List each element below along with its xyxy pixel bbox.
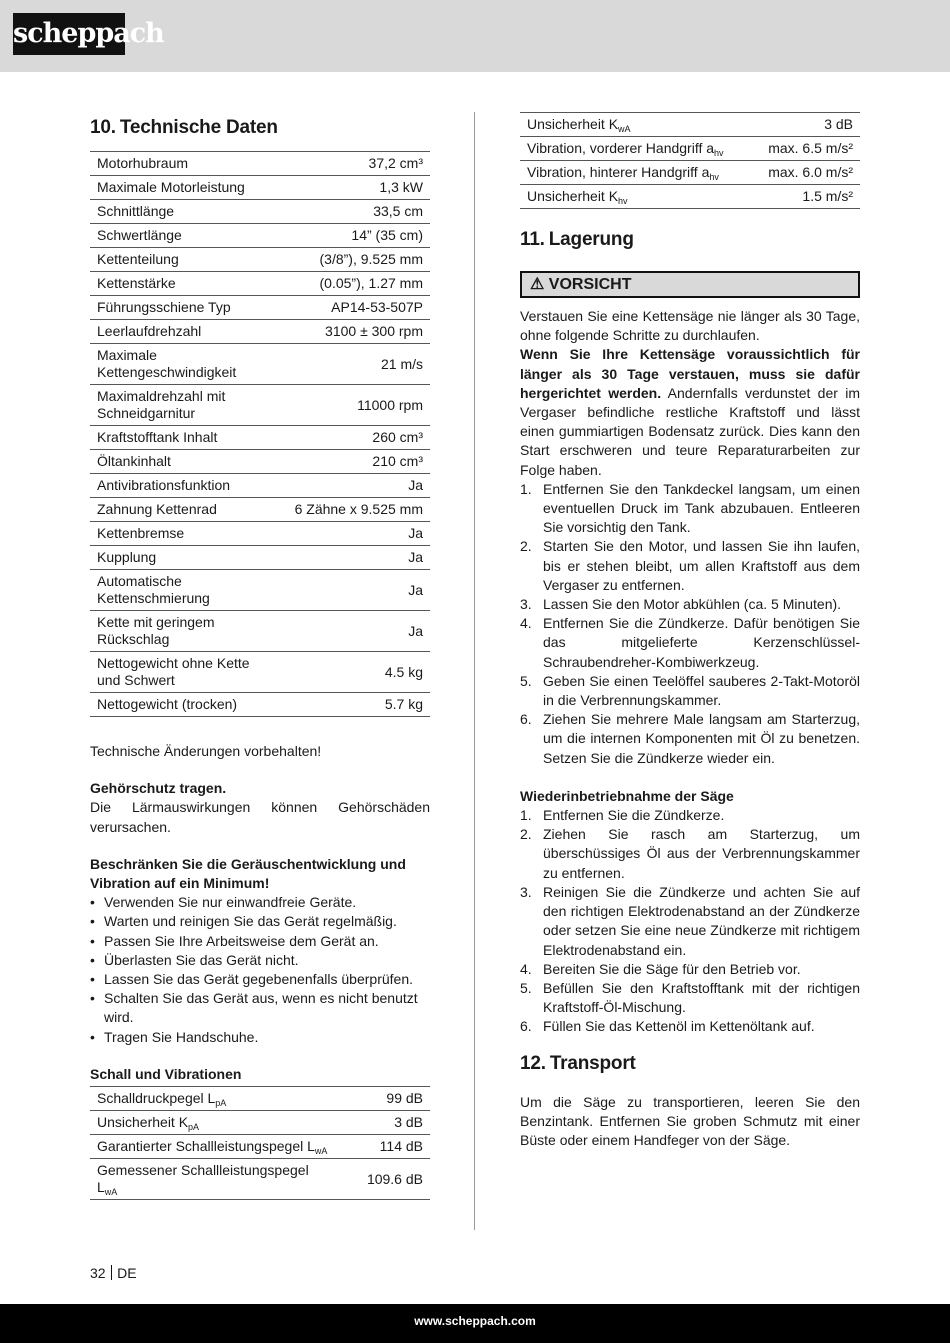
list-item: 2. Starten Sie den Motor, und lassen Sie ihn laufen, bis er stehen bleibt, um allen Kraftstoff aus dem Vergaser zu entfernen.: [520, 538, 860, 593]
list-item: 5. Befüllen Sie den Kraftstofftank mit der richtigen Kraftstoff-Öl-Mischung.: [520, 979, 860, 1016]
row-value: 4.5 kg: [277, 652, 430, 693]
row-value: 260 cm³: [277, 426, 430, 450]
table-row: [90, 546, 430, 570]
row-value: max. 6.5 m/s²: [751, 137, 860, 161]
hearing-heading: Gehörschutz tragen.: [90, 780, 227, 797]
row-value: 210 cm³: [277, 450, 430, 474]
row-value: 114 dB: [336, 1135, 430, 1159]
limit-bullets: [90, 893, 430, 1047]
table-row: [90, 450, 430, 474]
table-row: [90, 385, 430, 426]
table-row: [90, 1159, 430, 1200]
changes-note: Technische Änderungen vorbehalten!: [90, 743, 322, 759]
warning-icon: ⚠: [530, 276, 545, 293]
list-item: • Tragen Sie Handschuhe.: [90, 1028, 430, 1047]
row-label: Maximale Motorleistung: [90, 176, 277, 200]
list-item: 3. Reinigen Sie die Zündkerze und achten Sie auf den richtigen Elektrodenabstand an der Zündkerze oder setzen Sie eine neue Zündkerze mit richtigem Elektrodenabstand ein.: [520, 883, 860, 958]
table-row: [90, 611, 430, 652]
list-item: 3. Lassen Sie den Motor abkühlen (ca. 5 Minuten).: [520, 596, 842, 613]
table-row: [90, 344, 430, 385]
list-item: 1. Entfernen Sie die Zündkerze.: [520, 807, 725, 824]
table-row: [90, 426, 430, 450]
row-value: Ja: [277, 570, 430, 611]
section-12-heading: 12. Transport: [520, 1052, 636, 1074]
table-row: [90, 693, 430, 717]
table-row: [90, 652, 430, 693]
list-item: 4. Entfernen Sie die Zündkerze. Dafür benötigen Sie das mitgelieferte Kerzenschlüssel-Schraubendreher-Kombiwerkzeug.: [520, 615, 860, 670]
storage-rest: Andernfalls verdunstet der im Vergaser befindliche restliche Kraftstoff und lässt einen gummiartigen Bodensatz zurück. Dies kann den Start erschweren und teure Reparaturarbeiten zur Folge haben.: [520, 384, 860, 478]
vibration-table: [520, 112, 860, 209]
row-value: 14” (35 cm): [277, 224, 430, 248]
table-row: [90, 296, 430, 320]
section-10-heading: 10. Technische Daten: [90, 117, 278, 138]
restart-heading: Wiederinbetriebnahme der Säge: [520, 787, 734, 804]
row-label: Nettogewicht (trocken): [90, 693, 277, 717]
footer-bar: [0, 1304, 950, 1343]
table-row: [520, 113, 860, 137]
sound-heading: Schall und Vibrationen: [90, 1065, 242, 1082]
list-item: 6. Ziehen Sie mehrere Male langsam am Starterzug, um die internen Komponenten mit Öl zu benetzen. Setzen Sie die Zündkerze wieder ein.: [520, 711, 860, 766]
row-label: Motorhubraum: [90, 152, 277, 176]
row-label: Schwertlänge: [90, 224, 277, 248]
list-item: 1. Entfernen Sie den Tankdeckel langsam, um einen eventuellen Druck im Tank abzubauen. Entleeren Sie vorsichtig den Tank.: [520, 480, 860, 536]
table-row: [520, 185, 860, 209]
row-label: Maximale Kettengeschwindigkeit: [90, 344, 277, 385]
row-label: Unsicherheit $K_{pA}$: [90, 1111, 336, 1135]
table-row: [90, 1135, 430, 1159]
row-value: Ja: [277, 522, 430, 546]
table-row: [90, 272, 430, 296]
list-item: • Überlasten Sie das Gerät nicht.: [90, 951, 430, 970]
row-label: Garantierter Schallleistungspegel $L_{wA}$: [90, 1135, 336, 1159]
left-column: [90, 112, 430, 1200]
row-label: Vibration, hinterer Handgriff $a_{hv}$: [520, 161, 751, 185]
section-11-heading: 11. Lagerung: [520, 229, 634, 250]
table-row: [520, 137, 860, 161]
hearing-text: Die Lärmauswirkungen können Gehörschäden verursachen.: [90, 799, 430, 835]
row-label: Unsicherheit $K_{hv}$: [520, 185, 751, 209]
list-item: • Schalten Sie das Gerät aus, wenn es nicht benutzt wird.: [90, 989, 430, 1027]
row-label: Kettenteilung: [90, 248, 277, 272]
table-row: [90, 320, 430, 344]
table-row: [90, 200, 430, 224]
tech-data-table: [90, 151, 430, 717]
table-row: [520, 161, 860, 185]
row-value: 109.6 dB: [336, 1159, 430, 1200]
storage-steps: [520, 480, 860, 768]
row-label: Führungsschiene Typ: [90, 296, 277, 320]
transport-text: Um die Säge zu transportieren, leeren Sie den Benzintank. Entfernen Sie groben Schmutz mit einer Büste oder einem Handfeger von der Säge.: [520, 1093, 860, 1148]
row-value: 1.5 m/s²: [751, 185, 860, 209]
row-label: Unsicherheit $K_{wA}$: [520, 113, 751, 137]
row-label: Vibration, vorderer Handgriff $a_{hv}$: [520, 137, 751, 161]
list-item: 4. Bereiten Sie die Säge für den Betrieb vor.: [520, 960, 801, 977]
row-label: Maximaldrehzahl mit Schneidgarnitur: [90, 385, 277, 426]
limit-heading: Beschränken Sie die Geräuschentwicklung und Vibration auf ein Minimum!: [90, 855, 406, 892]
list-item: 5. Geben Sie einen Teelöffel sauberes 2-Takt-Motoröl in die Verbrennungskammer.: [520, 672, 860, 709]
row-value: 1,3 kW: [277, 176, 430, 200]
table-row: [90, 1111, 430, 1135]
row-label: Kupplung: [90, 546, 277, 570]
sound-table: [90, 1086, 430, 1200]
row-label: Kettenbremse: [90, 522, 277, 546]
restart-steps: [520, 806, 860, 1036]
column-divider: [474, 112, 475, 1230]
list-item: • Verwenden Sie nur einwandfreie Geräte.: [90, 893, 430, 912]
storage-intro: Verstauen Sie eine Kettensäge nie länger als 30 Tage, ohne folgende Schritte zu durchlaufen.: [520, 308, 860, 344]
row-label: Leerlaufdrehzahl: [90, 320, 277, 344]
row-value: 99 dB: [336, 1087, 430, 1111]
row-label: Kettenstärke: [90, 272, 277, 296]
row-label: Antivibrationsfunktion: [90, 474, 277, 498]
row-label: Nettogewicht ohne Kette und Schwert: [90, 652, 277, 693]
row-value: 21 m/s: [277, 344, 430, 385]
storage-bold-lead: Wenn Sie Ihre Kettensäge voraussichtlich für länger als 30 Tage verstauen, muss sie dafür hergerichtet werden.: [520, 346, 860, 401]
table-row: [90, 570, 430, 611]
row-value: 3 dB: [336, 1111, 430, 1135]
row-label: Kette mit geringem Rückschlag: [90, 611, 277, 652]
row-value: 37,2 cm³: [277, 152, 430, 176]
page-number: 32 DE: [90, 1265, 137, 1281]
row-label: Schnittlänge: [90, 200, 277, 224]
row-label: Automatische Kettenschmierung: [90, 570, 277, 611]
row-value: Ja: [277, 474, 430, 498]
list-item: • Warten und reinigen Sie das Gerät regelmäßig.: [90, 912, 430, 931]
list-item: • Passen Sie Ihre Arbeitsweise dem Gerät an.: [90, 932, 430, 951]
table-row: [90, 176, 430, 200]
row-value: (3/8”), 9.525 mm: [277, 248, 430, 272]
table-row: [90, 152, 430, 176]
table-row: [90, 248, 430, 272]
row-value: 3100 ± 300 rpm: [277, 320, 430, 344]
right-column: [520, 112, 860, 1150]
warning-box: [520, 271, 860, 298]
row-value: 3 dB: [751, 113, 860, 137]
row-label: Schalldruckpegel $L_{pA}$: [90, 1087, 336, 1111]
row-value: (0.05”), 1.27 mm: [277, 272, 430, 296]
row-value: 6 Zähne x 9.525 mm: [277, 498, 430, 522]
row-label: Gemessener Schallleistungspegel $L_{wA}$: [90, 1159, 336, 1200]
row-label: Zahnung Kettenrad: [90, 498, 277, 522]
list-item: 6. Füllen Sie das Kettenöl im Kettenöltank auf.: [520, 1018, 815, 1035]
website-link[interactable]: www.scheppach.com: [414, 1314, 536, 1328]
storage-paragraph: [520, 345, 860, 479]
row-label: Öltankinhalt: [90, 450, 277, 474]
table-row: [90, 474, 430, 498]
table-row: [90, 522, 430, 546]
row-value: max. 6.0 m/s²: [751, 161, 860, 185]
list-item: 2. Ziehen Sie rasch am Starterzug, um überschüssiges Öl aus der Verbrennungskammer zu entfernen.: [520, 826, 860, 881]
header-bar: [0, 0, 950, 72]
row-value: 33,5 cm: [277, 200, 430, 224]
row-value: Ja: [277, 611, 430, 652]
scheppach-logo: scheppach: [13, 13, 125, 55]
row-value: AP14-53-507P: [277, 296, 430, 320]
table-row: [90, 1087, 430, 1111]
warning-label: VORSICHT: [548, 276, 632, 293]
row-value: 11000 rpm: [277, 385, 430, 426]
table-row: [90, 498, 430, 522]
list-item: • Lassen Sie das Gerät gegebenenfalls überprüfen.: [90, 970, 430, 989]
row-value: Ja: [277, 546, 430, 570]
table-row: [90, 224, 430, 248]
row-value: 5.7 kg: [277, 693, 430, 717]
row-label: Kraftstofftank Inhalt: [90, 426, 277, 450]
